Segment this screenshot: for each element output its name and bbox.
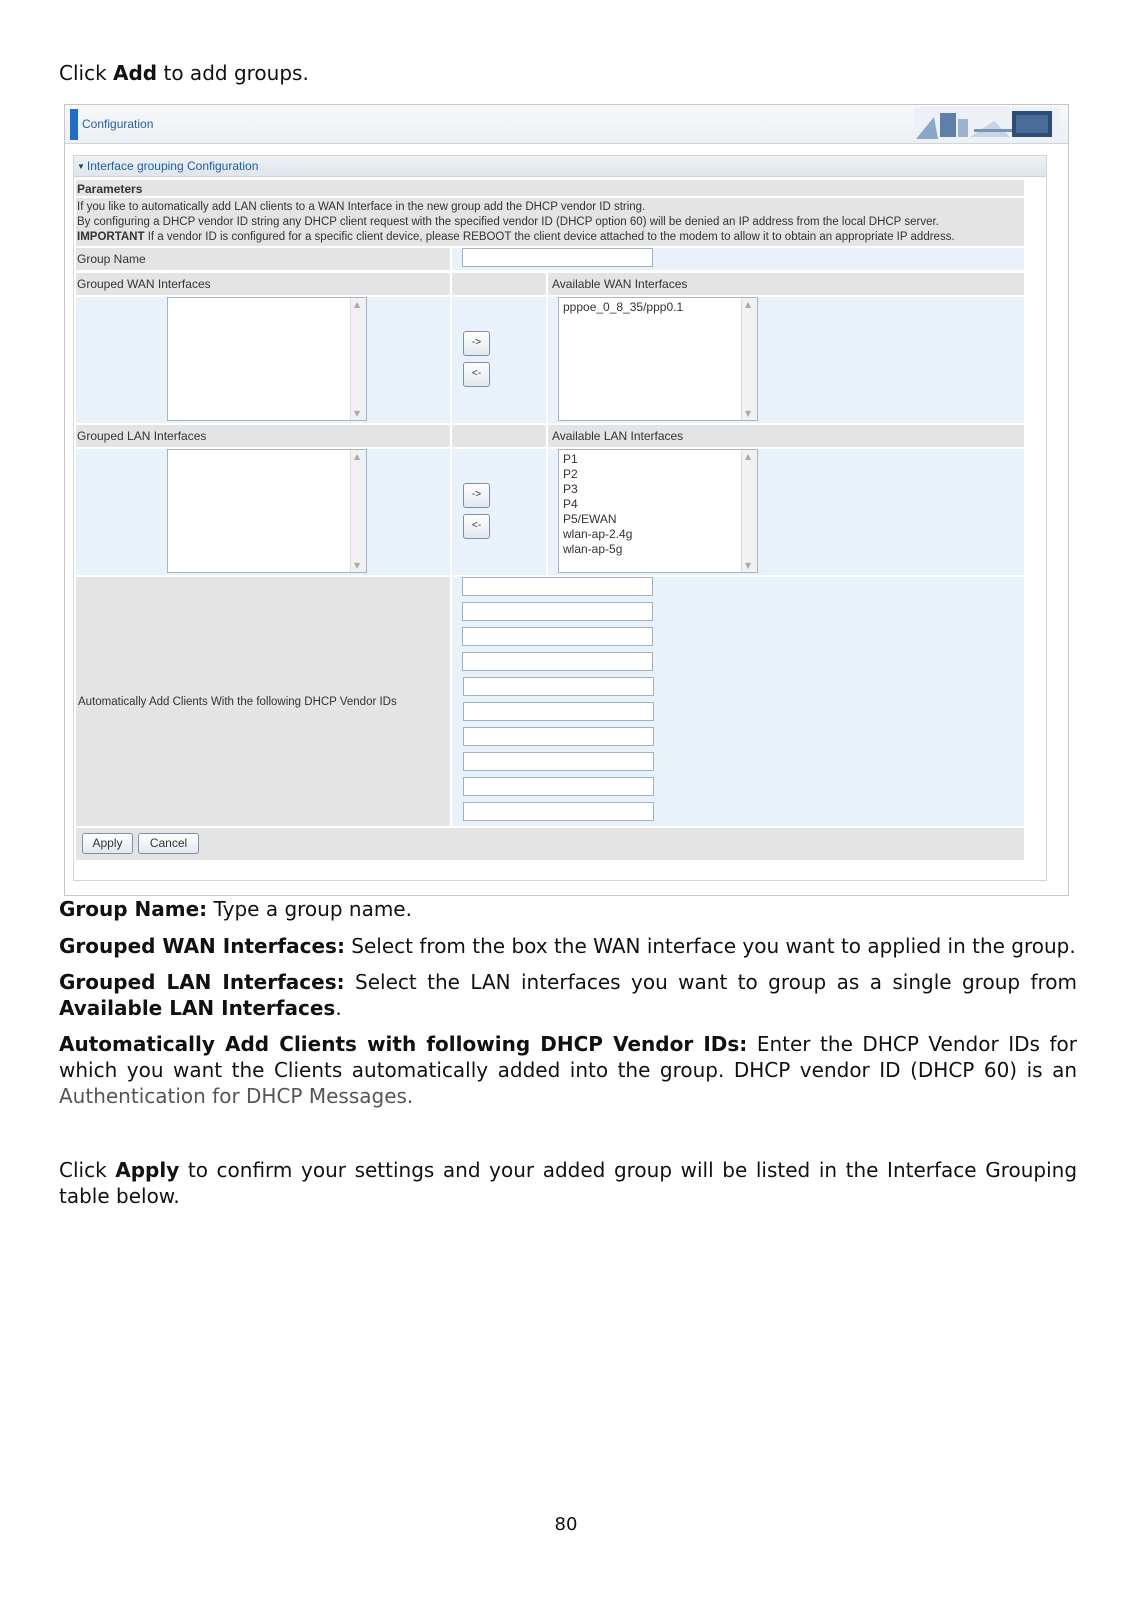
section-title: Interface grouping Configuration xyxy=(86,159,259,173)
description-line-1: If you like to automatically add LAN clients to a WAN Interface in the new group add the DHCP vendor ID string. xyxy=(77,201,646,213)
available-wan-items xyxy=(563,300,683,315)
grouped-lan-listbox[interactable] xyxy=(167,449,367,573)
parameters-row xyxy=(76,180,1024,196)
available-lan-items xyxy=(563,452,632,557)
config-header-title: Configuration xyxy=(82,117,154,131)
scroll-up-icon[interactable]: ▲ xyxy=(745,452,752,461)
closing-prefix: Click xyxy=(59,1158,116,1182)
dhcp-gray-text: Authentication for DHCP Messages. xyxy=(59,1084,414,1108)
vendor-id-input-6[interactable] xyxy=(463,702,654,721)
scroll-down-icon[interactable]: ▼ xyxy=(354,409,361,418)
header-accent xyxy=(70,109,78,140)
lan-end: . xyxy=(335,996,342,1020)
lan-move-cell xyxy=(452,449,546,575)
list-item[interactable]: P2 xyxy=(563,467,578,481)
config-header-bar xyxy=(65,105,1068,144)
dhcp-term: Automatically Add Clients with following DHCP Vendor IDs: xyxy=(59,1032,748,1056)
dhcp-text: Enter the DHCP Vendor IDs for which you want the Clients automatically added into the group. DHCP vendor ID (DHCP 60) is an xyxy=(59,1032,1077,1082)
grouped-lan-scrollbar[interactable] xyxy=(350,450,366,572)
group-name-label: Group Name xyxy=(77,252,146,266)
intro-add-term: Add xyxy=(113,61,158,85)
vendor-id-input-1[interactable] xyxy=(462,577,653,596)
intro-suffix: to add groups. xyxy=(157,61,309,85)
list-item[interactable]: P4 xyxy=(563,497,578,511)
closing-suffix: to confirm your settings and your added group will be listed in the Interface Grouping table below. xyxy=(59,1158,1078,1208)
intro-prefix: Click xyxy=(59,61,114,85)
cancel-button[interactable]: Cancel xyxy=(138,833,199,854)
intro-paragraph xyxy=(59,60,1077,86)
list-item[interactable]: P3 xyxy=(563,482,578,496)
available-lan-scrollbar[interactable] xyxy=(741,450,757,572)
list-item[interactable]: P1 xyxy=(563,452,578,466)
desc-dhcp-vendor xyxy=(59,1031,1077,1109)
wan-move-left-button[interactable]: <- xyxy=(463,362,490,387)
config-screenshot xyxy=(64,104,1069,896)
closing-paragraph xyxy=(59,1157,1077,1209)
list-item[interactable]: pppoe_0_8_35/ppp0.1 xyxy=(563,300,684,314)
description-text xyxy=(77,200,1022,245)
vendor-id-input-7[interactable] xyxy=(463,727,654,746)
vendor-id-input-5[interactable] xyxy=(463,677,654,696)
wan-header-spacer xyxy=(452,273,546,295)
wan-term: Grouped WAN Interfaces: xyxy=(59,934,345,958)
vendor-id-input-4[interactable] xyxy=(462,652,653,671)
vendor-id-input-8[interactable] xyxy=(463,752,654,771)
list-item[interactable]: wlan-ap-2.4g xyxy=(563,527,633,541)
desc-grouped-lan xyxy=(59,969,1077,1021)
section-header[interactable] xyxy=(74,156,1046,177)
wan-move-cell xyxy=(452,297,546,423)
parameters-label: Parameters xyxy=(77,182,143,196)
grouped-wan-label: Grouped WAN Interfaces xyxy=(77,277,211,291)
grouped-wan-listbox[interactable] xyxy=(167,297,367,421)
available-lan-term: Available LAN Interfaces xyxy=(59,996,336,1020)
page-number: 80 xyxy=(554,1514,578,1535)
group-name-term: Group Name: xyxy=(59,897,208,921)
wan-move-right-button[interactable]: -> xyxy=(463,331,490,356)
group-name-input[interactable] xyxy=(462,248,653,267)
important-label: IMPORTANT xyxy=(77,231,145,243)
lan-move-right-button[interactable]: -> xyxy=(463,483,490,508)
important-text: If a vendor ID is configured for a specific client device, please REBOOT the client device attached to the modem to allow it to obtain an appropriate IP address. xyxy=(144,231,955,243)
available-wan-listbox[interactable] xyxy=(558,297,758,421)
scroll-down-icon[interactable]: ▼ xyxy=(354,561,361,570)
list-item[interactable]: P5/EWAN xyxy=(563,512,617,526)
available-lan-label: Available LAN Interfaces xyxy=(552,429,684,443)
interface-grouping-panel xyxy=(73,155,1047,881)
desc-group-name xyxy=(59,896,1077,922)
description-line-2: By configuring a DHCP vendor ID string any DHCP client request with the specified vendor ID (DHCP option 60) will be denied an IP address from the local DHCP server. xyxy=(77,216,939,228)
buttons-row xyxy=(76,828,1024,860)
lan-text: Select the LAN interfaces you want to group as a single group from xyxy=(344,970,1078,994)
lan-move-left-button[interactable]: <- xyxy=(463,514,490,539)
available-wan-scrollbar[interactable] xyxy=(741,298,757,420)
description-line-3 xyxy=(77,230,1022,245)
apply-button[interactable]: Apply xyxy=(82,833,133,854)
lan-header-spacer xyxy=(452,425,546,447)
scroll-down-icon[interactable]: ▼ xyxy=(745,561,752,570)
collapse-triangle-icon: ▼ xyxy=(77,162,85,171)
devices-banner-icon xyxy=(914,107,1060,141)
grouped-lan-label: Grouped LAN Interfaces xyxy=(77,429,207,443)
grouped-wan-scrollbar[interactable] xyxy=(350,298,366,420)
wan-text: Select from the box the WAN interface you want to applied in the group. xyxy=(344,934,1076,958)
list-item[interactable]: wlan-ap-5g xyxy=(563,542,623,556)
scroll-up-icon[interactable]: ▲ xyxy=(354,300,361,309)
available-lan-listbox[interactable] xyxy=(558,449,758,573)
vendor-id-input-9[interactable] xyxy=(463,777,654,796)
vendor-id-input-10[interactable] xyxy=(463,802,654,821)
vendor-id-input-3[interactable] xyxy=(462,627,653,646)
lan-term: Grouped LAN Interfaces: xyxy=(59,970,345,994)
scroll-down-icon[interactable]: ▼ xyxy=(745,409,752,418)
scroll-up-icon[interactable]: ▲ xyxy=(354,452,361,461)
group-name-text: Type a group name. xyxy=(207,897,412,921)
scroll-up-icon[interactable]: ▲ xyxy=(745,300,752,309)
vendor-id-input-2[interactable] xyxy=(462,602,653,621)
vendor-ids-label: Automatically Add Clients With the following DHCP Vendor IDs xyxy=(78,696,397,708)
available-wan-label: Available WAN Interfaces xyxy=(552,277,688,291)
desc-grouped-wan xyxy=(59,933,1077,959)
closing-apply-term: Apply xyxy=(115,1158,180,1182)
